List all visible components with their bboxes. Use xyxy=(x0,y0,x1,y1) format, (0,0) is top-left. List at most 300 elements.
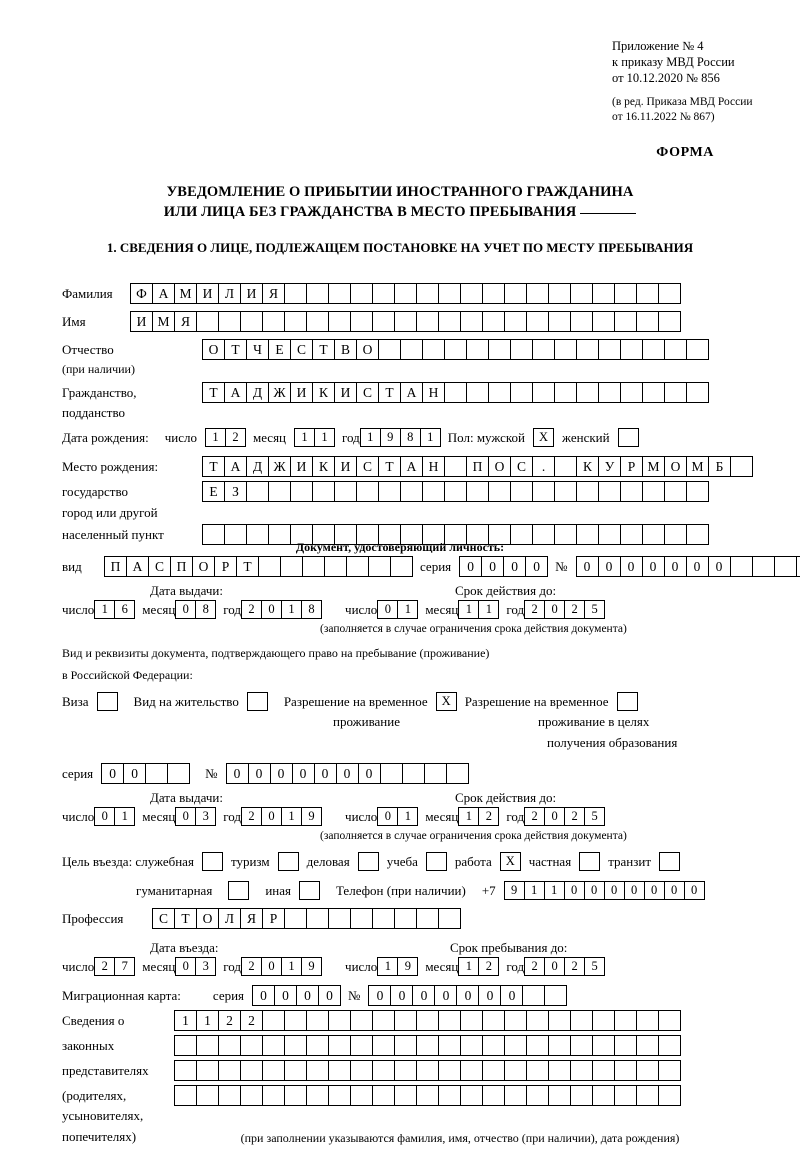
char-cell[interactable] xyxy=(196,1060,219,1081)
char-cell[interactable]: 1 xyxy=(458,957,479,976)
char-cell[interactable]: М xyxy=(174,283,197,304)
char-cell[interactable] xyxy=(460,1060,483,1081)
char-cell[interactable] xyxy=(416,908,439,929)
entry-year-input[interactable] xyxy=(241,957,321,976)
char-cell[interactable]: 1 xyxy=(420,428,441,447)
char-cell[interactable] xyxy=(438,908,461,929)
char-cell[interactable] xyxy=(686,481,709,502)
char-cell[interactable]: Т xyxy=(202,456,225,477)
char-cell[interactable]: 1 xyxy=(360,428,381,447)
patronymic-input[interactable] xyxy=(202,339,708,360)
char-cell[interactable] xyxy=(658,311,681,332)
visa-checkbox[interactable] xyxy=(97,692,118,711)
char-cell[interactable]: 1 xyxy=(397,807,418,826)
char-cell[interactable]: 0 xyxy=(544,957,565,976)
char-cell[interactable]: 0 xyxy=(261,807,282,826)
char-cell[interactable]: 1 xyxy=(281,957,302,976)
stay-doc-series-input[interactable] xyxy=(101,763,189,784)
char-cell[interactable]: О xyxy=(488,456,511,477)
char-cell[interactable]: 0 xyxy=(248,763,271,784)
char-cell[interactable] xyxy=(554,339,577,360)
char-cell[interactable]: 0 xyxy=(175,957,196,976)
char-cell[interactable] xyxy=(444,481,467,502)
char-cell[interactable] xyxy=(324,556,347,577)
char-cell[interactable] xyxy=(438,311,461,332)
char-cell[interactable]: 6 xyxy=(114,600,135,619)
char-cell[interactable]: Т xyxy=(202,382,225,403)
identity-doc-series-input[interactable] xyxy=(459,556,547,577)
char-cell[interactable]: 3 xyxy=(195,957,216,976)
purpose-work-checkbox[interactable]: Х xyxy=(500,852,521,871)
char-cell[interactable] xyxy=(306,908,329,929)
char-cell[interactable]: 1 xyxy=(196,1010,219,1031)
char-cell[interactable] xyxy=(380,763,403,784)
iddoc-year-input[interactable] xyxy=(241,600,321,619)
char-cell[interactable] xyxy=(350,1085,373,1106)
char-cell[interactable] xyxy=(328,1085,351,1106)
char-cell[interactable] xyxy=(350,283,373,304)
char-cell[interactable] xyxy=(400,339,423,360)
char-cell[interactable]: 2 xyxy=(524,807,545,826)
identity-doc-number-input[interactable] xyxy=(576,556,800,577)
name-input[interactable] xyxy=(130,311,680,332)
char-cell[interactable] xyxy=(284,311,307,332)
char-cell[interactable]: 0 xyxy=(226,763,249,784)
char-cell[interactable] xyxy=(262,1060,285,1081)
char-cell[interactable]: Ж xyxy=(268,382,291,403)
char-cell[interactable] xyxy=(422,339,445,360)
char-cell[interactable] xyxy=(394,908,417,929)
char-cell[interactable]: Р xyxy=(214,556,237,577)
char-cell[interactable]: Е xyxy=(202,481,225,502)
char-cell[interactable]: М xyxy=(152,311,175,332)
char-cell[interactable] xyxy=(466,481,489,502)
char-cell[interactable] xyxy=(636,1085,659,1106)
char-cell[interactable] xyxy=(592,1085,615,1106)
char-cell[interactable] xyxy=(592,283,615,304)
char-cell[interactable] xyxy=(284,908,307,929)
legal-reps-line-3-input[interactable] xyxy=(174,1060,680,1081)
char-cell[interactable] xyxy=(306,1035,329,1056)
char-cell[interactable] xyxy=(620,524,643,545)
staydoc-day-input[interactable] xyxy=(94,807,134,826)
char-cell[interactable]: П xyxy=(104,556,127,577)
char-cell[interactable] xyxy=(658,1060,681,1081)
char-cell[interactable]: 9 xyxy=(301,807,322,826)
char-cell[interactable]: 2 xyxy=(524,957,545,976)
char-cell[interactable]: 0 xyxy=(390,985,413,1006)
iddoc-valid-day-input[interactable] xyxy=(377,600,417,619)
purpose-private-checkbox[interactable] xyxy=(579,852,600,871)
char-cell[interactable] xyxy=(614,1085,637,1106)
char-cell[interactable] xyxy=(372,1085,395,1106)
char-cell[interactable]: 2 xyxy=(478,807,499,826)
char-cell[interactable]: 0 xyxy=(644,881,665,900)
char-cell[interactable]: М xyxy=(642,456,665,477)
char-cell[interactable] xyxy=(570,1060,593,1081)
char-cell[interactable] xyxy=(554,481,577,502)
iddoc-day-input[interactable] xyxy=(94,600,134,619)
char-cell[interactable] xyxy=(482,1085,505,1106)
char-cell[interactable]: 2 xyxy=(564,957,585,976)
char-cell[interactable] xyxy=(576,382,599,403)
char-cell[interactable]: 0 xyxy=(456,985,479,1006)
char-cell[interactable] xyxy=(592,1060,615,1081)
birth-day-input[interactable] xyxy=(205,428,245,447)
char-cell[interactable] xyxy=(394,1085,417,1106)
char-cell[interactable] xyxy=(218,311,241,332)
staydoc-valid-day-input[interactable] xyxy=(377,807,417,826)
char-cell[interactable]: 2 xyxy=(478,957,499,976)
char-cell[interactable]: 0 xyxy=(252,985,275,1006)
char-cell[interactable]: 0 xyxy=(274,985,297,1006)
char-cell[interactable]: С xyxy=(510,456,533,477)
char-cell[interactable] xyxy=(614,1060,637,1081)
char-cell[interactable] xyxy=(258,556,281,577)
char-cell[interactable] xyxy=(576,339,599,360)
char-cell[interactable]: 1 xyxy=(294,428,315,447)
migration-card-number-input[interactable] xyxy=(368,985,566,1006)
char-cell[interactable]: П xyxy=(170,556,193,577)
birthplace-line-1-input[interactable] xyxy=(202,456,752,477)
purpose-other-checkbox[interactable] xyxy=(299,881,320,900)
char-cell[interactable]: А xyxy=(400,382,423,403)
char-cell[interactable]: 1 xyxy=(114,807,135,826)
char-cell[interactable] xyxy=(372,1060,395,1081)
char-cell[interactable] xyxy=(570,1085,593,1106)
char-cell[interactable]: 0 xyxy=(296,985,319,1006)
char-cell[interactable]: 9 xyxy=(380,428,401,447)
identity-doc-kind-input[interactable] xyxy=(104,556,412,577)
legal-reps-line-4-input[interactable] xyxy=(174,1085,680,1106)
char-cell[interactable]: Я xyxy=(174,311,197,332)
char-cell[interactable]: 2 xyxy=(241,957,262,976)
char-cell[interactable] xyxy=(284,1035,307,1056)
char-cell[interactable] xyxy=(504,1060,527,1081)
char-cell[interactable] xyxy=(554,382,577,403)
char-cell[interactable] xyxy=(196,1085,219,1106)
char-cell[interactable] xyxy=(460,1010,483,1031)
char-cell[interactable] xyxy=(636,1035,659,1056)
char-cell[interactable] xyxy=(302,556,325,577)
staydoc-valid-year-input[interactable] xyxy=(524,807,604,826)
char-cell[interactable]: Н xyxy=(422,456,445,477)
birth-month-input[interactable] xyxy=(294,428,334,447)
char-cell[interactable]: 1 xyxy=(478,600,499,619)
char-cell[interactable] xyxy=(504,283,527,304)
char-cell[interactable]: П xyxy=(466,456,489,477)
char-cell[interactable] xyxy=(438,1085,461,1106)
char-cell[interactable]: Л xyxy=(218,283,241,304)
char-cell[interactable] xyxy=(174,1060,197,1081)
char-cell[interactable] xyxy=(372,1035,395,1056)
char-cell[interactable]: 0 xyxy=(525,556,548,577)
char-cell[interactable]: 0 xyxy=(664,881,685,900)
char-cell[interactable] xyxy=(356,481,379,502)
char-cell[interactable] xyxy=(598,481,621,502)
char-cell[interactable]: 1 xyxy=(205,428,226,447)
char-cell[interactable]: 1 xyxy=(174,1010,197,1031)
stay-until-year-input[interactable] xyxy=(524,957,604,976)
char-cell[interactable] xyxy=(416,1010,439,1031)
char-cell[interactable]: 0 xyxy=(336,763,359,784)
purpose-transit-checkbox[interactable] xyxy=(659,852,680,871)
char-cell[interactable] xyxy=(306,283,329,304)
char-cell[interactable] xyxy=(620,339,643,360)
char-cell[interactable]: 1 xyxy=(94,600,115,619)
char-cell[interactable] xyxy=(752,556,775,577)
char-cell[interactable] xyxy=(262,311,285,332)
birthplace-line-2-input[interactable] xyxy=(202,481,708,502)
char-cell[interactable]: 0 xyxy=(620,556,643,577)
char-cell[interactable] xyxy=(592,1010,615,1031)
char-cell[interactable]: О xyxy=(192,556,215,577)
char-cell[interactable]: 0 xyxy=(604,881,625,900)
char-cell[interactable] xyxy=(592,311,615,332)
char-cell[interactable]: Ж xyxy=(268,456,291,477)
char-cell[interactable]: С xyxy=(148,556,171,577)
char-cell[interactable] xyxy=(416,1060,439,1081)
iddoc-valid-year-input[interactable] xyxy=(524,600,604,619)
char-cell[interactable]: 0 xyxy=(314,763,337,784)
char-cell[interactable]: 0 xyxy=(664,556,687,577)
purpose-service-checkbox[interactable] xyxy=(202,852,223,871)
char-cell[interactable] xyxy=(686,382,709,403)
char-cell[interactable] xyxy=(636,1010,659,1031)
char-cell[interactable] xyxy=(774,556,797,577)
iddoc-valid-month-input[interactable] xyxy=(458,600,498,619)
char-cell[interactable] xyxy=(416,1035,439,1056)
char-cell[interactable]: Т xyxy=(224,339,247,360)
char-cell[interactable]: Д xyxy=(246,382,269,403)
char-cell[interactable] xyxy=(598,382,621,403)
char-cell[interactable]: Д xyxy=(246,456,269,477)
char-cell[interactable]: 0 xyxy=(708,556,731,577)
char-cell[interactable] xyxy=(642,339,665,360)
char-cell[interactable] xyxy=(174,1085,197,1106)
citizenship-input[interactable] xyxy=(202,382,708,403)
char-cell[interactable] xyxy=(642,524,665,545)
char-cell[interactable] xyxy=(284,283,307,304)
char-cell[interactable]: А xyxy=(152,283,175,304)
char-cell[interactable]: 2 xyxy=(564,600,585,619)
char-cell[interactable]: Т xyxy=(236,556,259,577)
char-cell[interactable] xyxy=(526,283,549,304)
char-cell[interactable] xyxy=(284,1060,307,1081)
char-cell[interactable] xyxy=(658,1010,681,1031)
char-cell[interactable] xyxy=(306,311,329,332)
char-cell[interactable] xyxy=(636,283,659,304)
char-cell[interactable] xyxy=(598,339,621,360)
legal-reps-line-2-input[interactable] xyxy=(174,1035,680,1056)
char-cell[interactable] xyxy=(306,1085,329,1106)
char-cell[interactable] xyxy=(532,339,555,360)
char-cell[interactable] xyxy=(145,763,168,784)
char-cell[interactable] xyxy=(620,481,643,502)
char-cell[interactable]: 1 xyxy=(458,807,479,826)
char-cell[interactable] xyxy=(570,1035,593,1056)
char-cell[interactable]: 0 xyxy=(503,556,526,577)
char-cell[interactable]: С xyxy=(356,382,379,403)
char-cell[interactable] xyxy=(284,1085,307,1106)
char-cell[interactable] xyxy=(636,311,659,332)
char-cell[interactable] xyxy=(350,1060,373,1081)
char-cell[interactable]: 2 xyxy=(524,600,545,619)
edu-residence-checkbox[interactable] xyxy=(617,692,638,711)
char-cell[interactable] xyxy=(268,481,291,502)
char-cell[interactable] xyxy=(532,481,555,502)
char-cell[interactable] xyxy=(796,556,800,577)
stay-until-month-input[interactable] xyxy=(458,957,498,976)
char-cell[interactable] xyxy=(306,1060,329,1081)
surname-input[interactable] xyxy=(130,283,680,304)
char-cell[interactable]: К xyxy=(312,456,335,477)
char-cell[interactable] xyxy=(510,339,533,360)
char-cell[interactable]: 0 xyxy=(318,985,341,1006)
char-cell[interactable] xyxy=(460,311,483,332)
char-cell[interactable]: 0 xyxy=(94,807,115,826)
char-cell[interactable]: 5 xyxy=(584,957,605,976)
char-cell[interactable] xyxy=(526,1060,549,1081)
char-cell[interactable]: И xyxy=(334,456,357,477)
char-cell[interactable] xyxy=(394,1010,417,1031)
char-cell[interactable] xyxy=(504,1010,527,1031)
char-cell[interactable]: К xyxy=(576,456,599,477)
purpose-humanitarian-checkbox[interactable] xyxy=(228,881,249,900)
char-cell[interactable] xyxy=(262,1035,285,1056)
char-cell[interactable] xyxy=(686,524,709,545)
staydoc-valid-month-input[interactable] xyxy=(458,807,498,826)
char-cell[interactable]: 0 xyxy=(544,600,565,619)
char-cell[interactable] xyxy=(280,556,303,577)
char-cell[interactable]: 1 xyxy=(281,807,302,826)
char-cell[interactable] xyxy=(372,908,395,929)
char-cell[interactable] xyxy=(240,1085,263,1106)
char-cell[interactable] xyxy=(526,311,549,332)
char-cell[interactable]: 7 xyxy=(114,957,135,976)
char-cell[interactable] xyxy=(526,1010,549,1031)
char-cell[interactable] xyxy=(614,283,637,304)
char-cell[interactable]: 2 xyxy=(241,807,262,826)
char-cell[interactable] xyxy=(554,456,577,477)
char-cell[interactable] xyxy=(246,481,269,502)
char-cell[interactable]: 9 xyxy=(397,957,418,976)
char-cell[interactable]: 1 xyxy=(397,600,418,619)
char-cell[interactable] xyxy=(510,481,533,502)
char-cell[interactable]: 0 xyxy=(684,881,705,900)
char-cell[interactable] xyxy=(482,1060,505,1081)
char-cell[interactable] xyxy=(402,763,425,784)
char-cell[interactable]: М xyxy=(686,456,709,477)
char-cell[interactable] xyxy=(504,1085,527,1106)
char-cell[interactable] xyxy=(460,283,483,304)
char-cell[interactable] xyxy=(394,283,417,304)
char-cell[interactable] xyxy=(240,311,263,332)
char-cell[interactable]: Е xyxy=(268,339,291,360)
char-cell[interactable] xyxy=(730,456,753,477)
char-cell[interactable]: 0 xyxy=(500,985,523,1006)
char-cell[interactable]: 1 xyxy=(281,600,302,619)
char-cell[interactable] xyxy=(240,1060,263,1081)
char-cell[interactable] xyxy=(504,311,527,332)
char-cell[interactable]: 0 xyxy=(412,985,435,1006)
char-cell[interactable]: А xyxy=(224,456,247,477)
char-cell[interactable] xyxy=(400,481,423,502)
char-cell[interactable]: Н xyxy=(422,382,445,403)
char-cell[interactable]: 0 xyxy=(123,763,146,784)
char-cell[interactable]: 0 xyxy=(598,556,621,577)
entry-day-input[interactable] xyxy=(94,957,134,976)
profession-input[interactable] xyxy=(152,908,460,929)
char-cell[interactable] xyxy=(290,481,313,502)
char-cell[interactable] xyxy=(350,1010,373,1031)
char-cell[interactable] xyxy=(416,283,439,304)
char-cell[interactable]: 0 xyxy=(686,556,709,577)
char-cell[interactable]: 0 xyxy=(377,600,398,619)
purpose-study-checkbox[interactable] xyxy=(426,852,447,871)
char-cell[interactable]: 2 xyxy=(240,1010,263,1031)
char-cell[interactable] xyxy=(262,1085,285,1106)
char-cell[interactable]: 0 xyxy=(544,807,565,826)
char-cell[interactable]: 0 xyxy=(261,600,282,619)
char-cell[interactable] xyxy=(686,339,709,360)
char-cell[interactable]: Ч xyxy=(246,339,269,360)
char-cell[interactable] xyxy=(438,1035,461,1056)
char-cell[interactable] xyxy=(218,1035,241,1056)
char-cell[interactable] xyxy=(372,283,395,304)
char-cell[interactable] xyxy=(482,1035,505,1056)
temp-residence-checkbox[interactable]: Х xyxy=(436,692,457,711)
char-cell[interactable]: И xyxy=(290,382,313,403)
char-cell[interactable]: О xyxy=(196,908,219,929)
char-cell[interactable]: 0 xyxy=(642,556,665,577)
char-cell[interactable] xyxy=(378,339,401,360)
char-cell[interactable]: . xyxy=(532,456,555,477)
char-cell[interactable] xyxy=(664,524,687,545)
char-cell[interactable] xyxy=(614,1035,637,1056)
char-cell[interactable]: 3 xyxy=(195,807,216,826)
char-cell[interactable]: 1 xyxy=(377,957,398,976)
char-cell[interactable] xyxy=(328,1010,351,1031)
char-cell[interactable]: 9 xyxy=(301,957,322,976)
char-cell[interactable]: И xyxy=(196,283,219,304)
char-cell[interactable]: 8 xyxy=(195,600,216,619)
char-cell[interactable] xyxy=(424,763,447,784)
char-cell[interactable]: З xyxy=(224,481,247,502)
char-cell[interactable]: 2 xyxy=(225,428,246,447)
char-cell[interactable] xyxy=(488,481,511,502)
char-cell[interactable]: 2 xyxy=(241,600,262,619)
char-cell[interactable] xyxy=(570,283,593,304)
char-cell[interactable]: О xyxy=(356,339,379,360)
char-cell[interactable] xyxy=(488,382,511,403)
char-cell[interactable] xyxy=(167,763,190,784)
char-cell[interactable]: Я xyxy=(240,908,263,929)
char-cell[interactable] xyxy=(174,1035,197,1056)
char-cell[interactable] xyxy=(394,311,417,332)
char-cell[interactable] xyxy=(372,311,395,332)
phone-input[interactable] xyxy=(504,881,704,900)
char-cell[interactable]: 0 xyxy=(358,763,381,784)
char-cell[interactable]: 2 xyxy=(564,807,585,826)
char-cell[interactable]: 5 xyxy=(584,600,605,619)
iddoc-month-input[interactable] xyxy=(175,600,215,619)
char-cell[interactable] xyxy=(466,382,489,403)
char-cell[interactable] xyxy=(350,311,373,332)
char-cell[interactable] xyxy=(394,1060,417,1081)
char-cell[interactable] xyxy=(390,556,413,577)
char-cell[interactable] xyxy=(444,339,467,360)
